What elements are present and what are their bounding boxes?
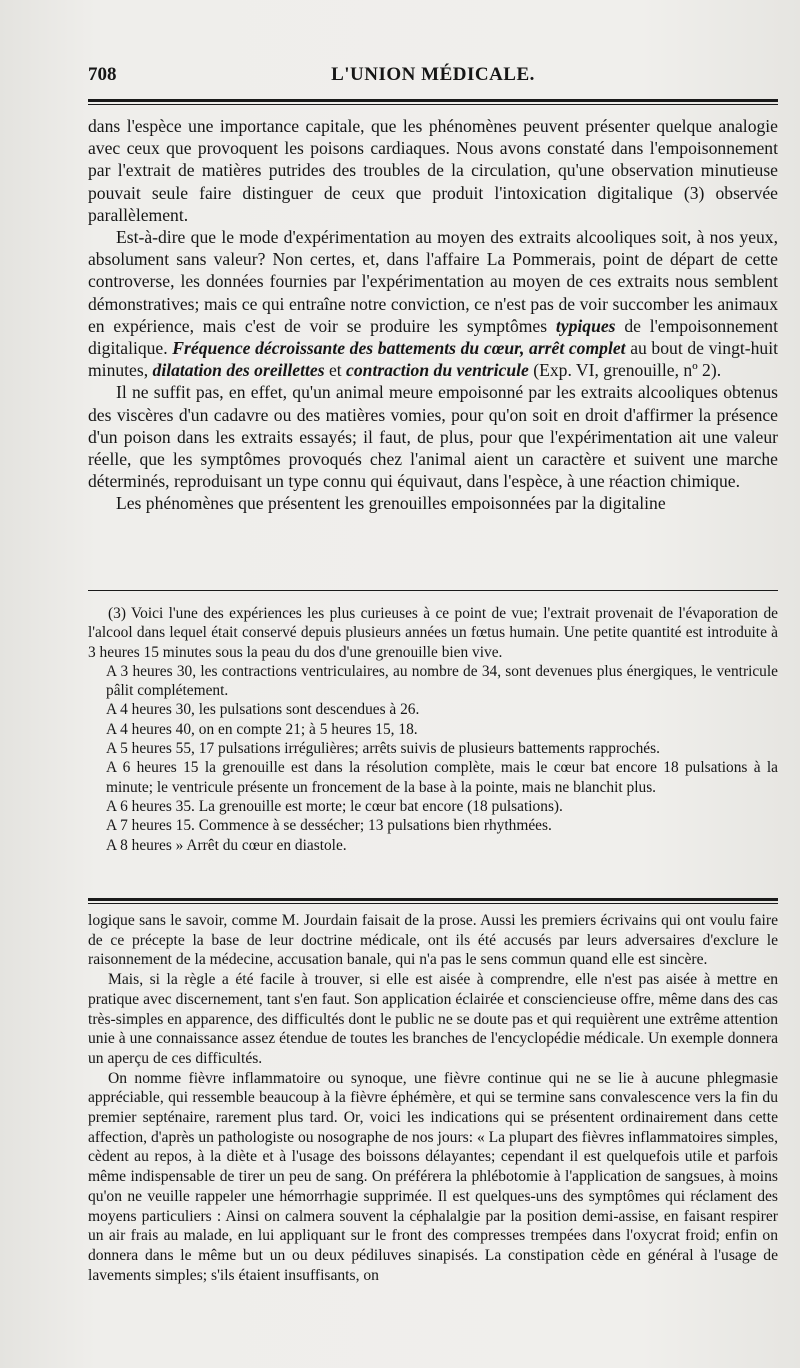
section-rule-thin [88, 903, 778, 904]
paragraph: On nomme fièvre inflammatoire ou synoque, une fièvre continue qui ne se lie à aucune phlegmasie appréciable, qui ressemble beaucoup à la fièvre éphémère, et qui se termine sans convalescence vers la fin du premier septénaire, rarement plus tard. Or, voici les indications qui se présentent ordinairement dans cette affection, d'après un pathologiste ou nosographe de nos jours: « La plupart des fièvres inflammatoires simples, cèdent au repos, à la diète et à l'usage des boissons délayantes; cependant il est quelquefois utile et parfois même indispensable de tirer un peu de sang. On préférera la phlébotomie à l'application de sangsues, à moins qu'on ne veuille rappeler une hémorrhagie supprimée. Il est quelques-uns des symptômes qui réclament des moyens particuliers : Ainsi on calmera souvent la céphalalgie par la position demi-assise, en faisant respirer un air frais au malade, en lui appliquant sur le front des compresses trempées dans l'oxycrat froid; enfin on donnera dans le même but un ou deux pédiluves sinapisés. La constipation cède en général à l'usage de lavements simples; s'ils étaient insuffisants, on [88, 1069, 778, 1284]
footnote [88, 604, 778, 855]
page-number: 708 [88, 64, 117, 85]
page-header [88, 62, 778, 88]
journal-title: L'UNION MÉDICALE. [331, 64, 535, 85]
paragraph: Mais, si la règle a été facile à trouver, si elle est aisée à comprendre, elle n'est pas aisée à mettre en pratique avec discernement, tant s'en faut. Son application éclairée et consciencieuse offre, même dans des cas très-simples en apparence, des difficultés dont le public ne se doute pas et qui requièrent une extrême attention unie à une connaissance assez étendue de toutes les branches de l'encyclopédie médicale. Un exemple donnera un aperçu de ces difficultés. [88, 971, 778, 1067]
paragraph: logique sans le savoir, comme M. Jourdain faisait de la prose. Aussi les premiers écrivains qui ont voulu faire de ce précepte la base de leur doctrine médicale, ont ils été accusés par leurs adversaires d'exclure le raisonnement de la médecine, accusation banale, qui n'a pas le sens commun quand elle est sincère. [88, 912, 778, 969]
footnote-separator [88, 590, 778, 591]
section-rule [88, 898, 778, 901]
footnote-entry: A 5 heures 55, 17 pulsations irrégulières; arrêts suivis de plusieurs battements rapprochés. [106, 740, 660, 758]
emphasis: contraction du ventricule [346, 360, 529, 381]
footnote-entry: A 6 heures 15 la grenouille est dans la résolution complète, mais le cœur bat encore 18 pulsations à la minute; le ventricule présente un froncement de la base à la pointe, mais ne blanchit plus. [106, 759, 778, 796]
paragraph: Les phénomènes que présentent les grenouilles empoisonnées par la digitaline [116, 493, 666, 514]
header-rule-thin [88, 104, 778, 105]
footnote-entry: A 7 heures 15. Commence à se dessécher; 13 pulsations bien rhythmées. [106, 817, 552, 835]
paragraph: Est-à-dire que le mode d'expérimentation au moyen des extraits alcooliques soit, à nos yeux, absolument sans valeur? Non certes, et, dans l'affaire La Pommerais, point de départ de cette controverse, les données fournies par l'expérimentation au moyen de ces extraits nous semblent démonstratives; mais ce qui entraîne notre conviction, ce n'est pas de voir succomber les animaux en expérience, mais c'est de voir se produire les symptômes typiques de l'empoisonnement digitalique. Fréquence décroissante des battements du cœur, arrêt complet au bout de vingt-huit minutes, dilatation des oreillettes et contraction du ventricule (Exp. VI, grenouille, nº 2). [88, 227, 778, 381]
footnote-entry: A 6 heures 35. La grenouille est morte; le cœur bat encore (18 pulsations). [106, 797, 563, 815]
header-rule [88, 99, 778, 102]
emphasis: Fréquence décroissante des battements du cœur, arrêt complet [172, 338, 626, 359]
paragraph: Il ne suffit pas, en effet, qu'un animal meure empoisonné par les extraits alcooliques obtenus des viscères d'un cadavre ou des matières vomies, pour qu'on soit en droit d'affirmer la présence d'un poison dans les extraits essayés; il faut, de plus, pour que l'expérimentation ait une valeur réelle, que les symptômes provoqués chez l'animal aient un caractère et suivent une marche déterminés, reproduisant un type connu qui équivaut, dans l'espèce, à une réaction chimique. [88, 382, 778, 492]
footnote-entry: A 4 heures 40, on en compte 21; à 5 heures 15, 18. [106, 720, 418, 738]
emphasis: typiques [555, 315, 616, 336]
footnote-intro: (3) Voici l'une des expériences les plus curieuses à ce point de vue; l'extrait provenait de l'évaporation de l'alcool dans lequel était conservé depuis plusieurs années un fœtus humain. Une petite quantité est introduite à 3 heures 15 minutes sous la peau du dos d'une grenouille bien vive. [88, 605, 778, 661]
footnote-entry: A 4 heures 30, les pulsations sont descendues à 26. [106, 701, 420, 719]
main-text [88, 115, 778, 515]
lower-text [88, 911, 778, 1285]
footnote-entry: A 8 heures » Arrêt du cœur en diastole. [106, 836, 347, 854]
footnote-entry: A 3 heures 30, les contractions ventriculaires, au nombre de 34, sont devenues plus énergiques, le ventricule pâlit complétement. [106, 662, 778, 700]
paragraph: dans l'espèce une importance capitale, que les phénomènes peuvent présenter quelque analogie avec ceux que provoquent les poisons cardiaques. Nous avons constaté dans l'empoisonnement par l'extrait de matières putrides des troubles de la circulation, qu'une observation minutieuse pouvait seule faire distinguer de ceux que produit l'intoxication digitalique (3) observée parallèlement. [88, 116, 778, 225]
emphasis: dilatation des oreillettes [152, 360, 325, 381]
